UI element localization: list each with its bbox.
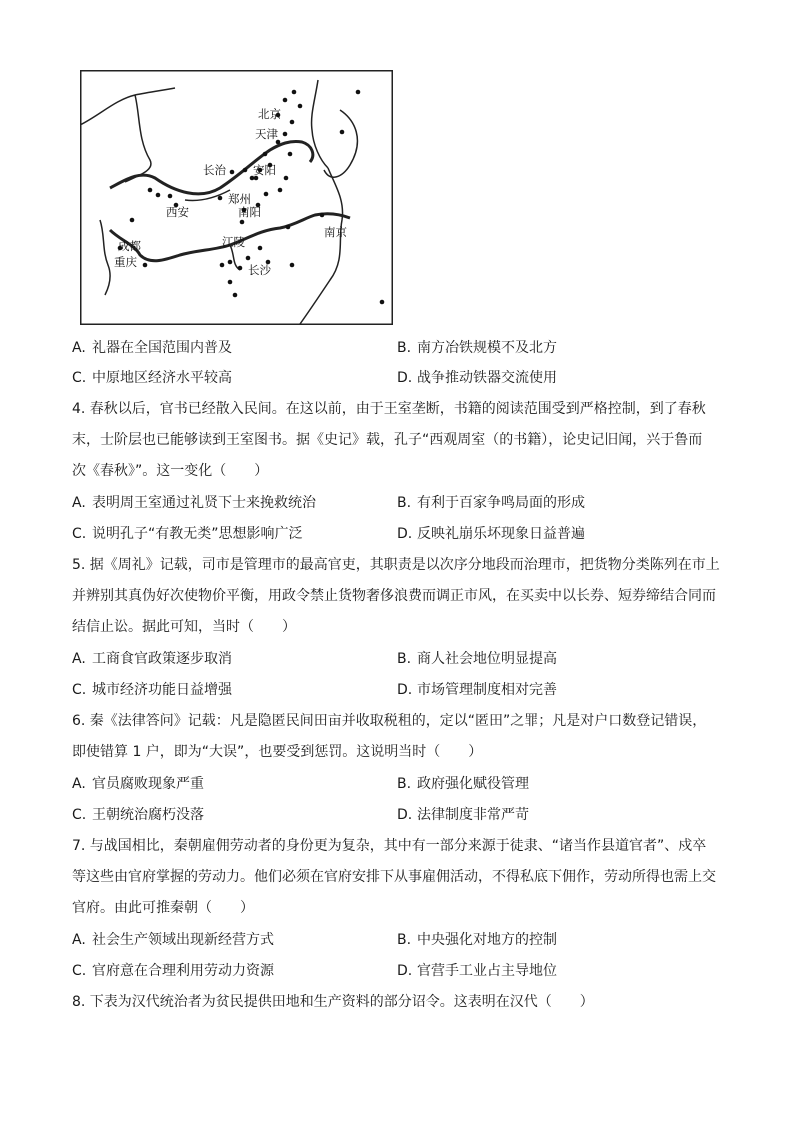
city-label-changsha: 长沙 bbox=[248, 263, 271, 277]
q4-stem-line-1: 4. 春秋以后，官书已经散入民间。在这以前，由于王室垄断，书籍的阅读范围受到严格控制，到了春秋 bbox=[72, 401, 706, 417]
city-label-chengdu: 成都 bbox=[118, 239, 141, 253]
q5-option-b[interactable]: B. 商人社会地位明显提高 bbox=[397, 651, 557, 667]
border-nw bbox=[80, 88, 175, 125]
q3-option-d[interactable]: D. 战争推动铁器交流使用 bbox=[397, 370, 557, 386]
q6-option-d[interactable]: D. 法律制度非常严苛 bbox=[397, 807, 529, 823]
q7-option-d[interactable]: D. 官营手工业占主导地位 bbox=[397, 963, 557, 979]
q4-option-b[interactable]: B. 有利于百家争鸣局面的形成 bbox=[397, 495, 585, 511]
border-w bbox=[125, 95, 151, 182]
border-sw bbox=[100, 220, 110, 295]
q5-option-d[interactable]: D. 市场管理制度相对完善 bbox=[397, 682, 557, 698]
q7-option-c[interactable]: C. 官府意在合理利用劳动力资源 bbox=[72, 963, 274, 979]
city-label-beijing: 北京 bbox=[258, 107, 281, 121]
q4-option-a[interactable]: A. 表明周王室通过礼贤下士来挽救统治 bbox=[72, 495, 316, 511]
q5-stem-line-1: 5. 据《周礼》记载，司市是管理市的最高官吏，其职责是以次序分地段而治理市，把货物分类陈列在市上 bbox=[72, 557, 720, 573]
city-label-jiangling: 江陵 bbox=[222, 235, 245, 249]
q3-option-a[interactable]: A. 礼器在全国范围内普及 bbox=[72, 340, 232, 356]
q7-stem-line-3: 官府。由此可推秦朝（ ） bbox=[72, 900, 254, 916]
q8-stem-line-1: 8. 下表为汉代统治者为贫民提供田地和生产资料的部分诏令。这表明在汉代（ ） bbox=[72, 994, 594, 1010]
city-label-tianjin: 天津 bbox=[255, 127, 278, 141]
q6-option-c[interactable]: C. 王朝统治腐朽没落 bbox=[72, 807, 204, 823]
peninsula bbox=[324, 110, 357, 177]
q5-stem-line-3: 结信止讼。据此可知，当时（ ） bbox=[72, 619, 296, 635]
city-label-changzhi: 长治 bbox=[203, 163, 226, 177]
q4-option-c[interactable]: C. 说明孔子“有教无类”思想影响广泛 bbox=[72, 526, 303, 542]
city-label-chongqing: 重庆 bbox=[114, 255, 137, 269]
q4-stem-line-3: 次《春秋》”。这一变化（ ） bbox=[72, 463, 269, 479]
q3-option-b[interactable]: B. 南方冶铁规模不及北方 bbox=[397, 340, 557, 356]
city-label-nanjing: 南京 bbox=[324, 225, 347, 239]
city-label-nanyang: 南阳 bbox=[238, 205, 261, 219]
q7-option-b[interactable]: B. 中央强化对地方的控制 bbox=[397, 932, 557, 948]
q6-stem-line-2: 即使错算 1 户，即为“大误”，也要受到惩罚。这说明当时（ ） bbox=[72, 744, 483, 760]
q5-option-c[interactable]: C. 城市经济功能日益增强 bbox=[72, 682, 232, 698]
q6-stem-line-1: 6. 秦《法律答问》记载：凡是隐匿民间田亩并收取税租的，定以“匿田”之罪；凡是对户口数登记错误， bbox=[72, 713, 707, 729]
q6-option-b[interactable]: B. 政府强化赋役管理 bbox=[397, 776, 529, 792]
coast-east bbox=[300, 168, 343, 324]
q5-stem-line-2: 并辨别其真伪好次使物价平衡，用政令禁止货物奢侈浪费而调正市风，在买卖中以长券、短券缔结合同而 bbox=[72, 588, 716, 604]
q6-option-a[interactable]: A. 官员腐败现象严重 bbox=[72, 776, 204, 792]
map-figure bbox=[80, 70, 393, 325]
q7-option-a[interactable]: A. 社会生产领域出现新经营方式 bbox=[72, 932, 274, 948]
map-svg bbox=[80, 70, 393, 325]
q7-stem-line-2: 等这些由官府掌握的劳动力。他们必须在官府安排下从事雇佣活动，不得私底下佣作，劳动所得也需上交 bbox=[72, 869, 716, 885]
q7-stem-line-1: 7. 与战国相比，秦朝雇佣劳动者的身份更为复杂，其中有一部分来源于徒隶、“诸当作县道官者”、戍卒 bbox=[72, 838, 707, 854]
q5-option-a[interactable]: A. 工商食官政策逐步取消 bbox=[72, 651, 232, 667]
city-label-anyang: 安阳 bbox=[253, 163, 276, 177]
q3-option-c[interactable]: C. 中原地区经济水平较高 bbox=[72, 370, 232, 386]
city-label-xian: 西安 bbox=[166, 205, 189, 219]
q4-option-d[interactable]: D. 反映礼崩乐坏现象日益普遍 bbox=[397, 526, 585, 542]
city-label-zhengzhou: 郑州 bbox=[228, 192, 251, 206]
q4-stem-line-2: 末，士阶层也已能够读到王室图书。据《史记》载，孔子“西观周室（的书籍），论史记旧闻，兴于鲁而 bbox=[72, 432, 703, 448]
